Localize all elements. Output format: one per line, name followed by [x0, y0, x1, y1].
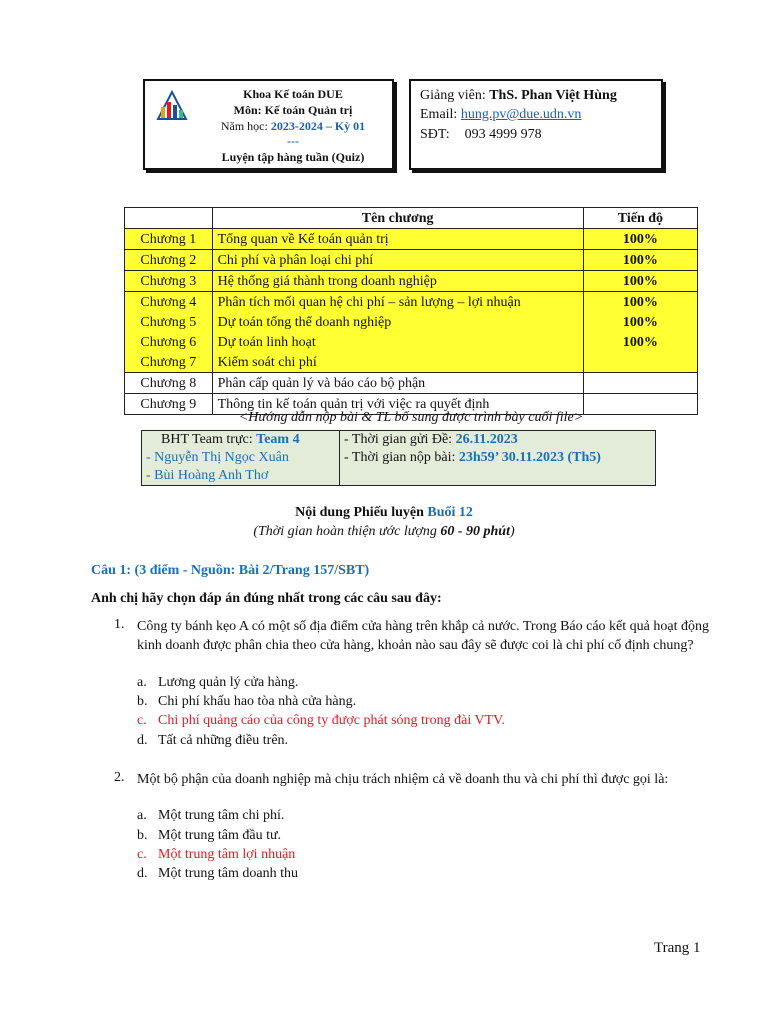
session-time	[0, 524, 768, 540]
chapter-number: Chương 6	[125, 332, 213, 352]
team-member: - Nguyễn Thị Ngọc Xuân	[146, 450, 289, 465]
chapter-progress: 100%	[583, 229, 697, 250]
team-line	[146, 431, 335, 449]
option-text: Một trung tâm lợi nhuận	[158, 847, 296, 862]
chapter-number: Chương 2	[125, 250, 213, 271]
table-row	[125, 373, 698, 394]
phone-label: SĐT:	[420, 127, 450, 142]
option-text: Một trung tâm doanh thu	[158, 866, 298, 881]
table-row	[125, 312, 698, 332]
lecturer-label: Giảng viên:	[420, 88, 490, 103]
table-row	[125, 332, 698, 352]
course-info-box	[143, 79, 394, 170]
email-label: Email:	[420, 107, 461, 122]
lecturer-name: ThS. Phan Việt Hùng	[489, 88, 617, 103]
item-number: 2.	[114, 770, 125, 785]
phone-number: 093 4999 978	[464, 127, 542, 142]
chapter-name: Kiểm soát chi phí	[212, 352, 583, 373]
lecturer-info-box	[409, 79, 663, 170]
table-header-row	[125, 208, 698, 229]
year-value: 2023-2024 – Kỳ 01	[270, 119, 366, 133]
chapter-name: Chi phí và phân loại chi phí	[212, 250, 583, 271]
chapter-progress: 100%	[583, 250, 697, 271]
faculty-name: Khoa Kế toán DUE	[243, 87, 343, 101]
schedule-cell	[340, 431, 656, 486]
item-text: Công ty bánh kẹo A có một số địa điểm cửa hàng trên khắp cả nước. Trong Báo cáo kết quả hoạt động kinh doanh được phân chia theo cửa hàng, khoản nào sau đây sẽ được coi là chi phí cố định chung?	[137, 619, 709, 653]
chapter-progress	[583, 352, 697, 373]
chapter-progress: 100%	[583, 332, 697, 352]
submit-date: 23h59’ 30.11.2023 (Th5)	[458, 450, 601, 465]
answer-option[interactable]	[137, 694, 356, 710]
chapter-number: Chương 1	[125, 229, 213, 250]
team-name: Team 4	[256, 432, 300, 447]
submission-guide-note: <Hướng dẫn nộp bài & TL bổ sung được trình bày cuối file>	[238, 410, 584, 425]
time-value: 60 - 90 phút	[440, 524, 510, 539]
year-label: Năm học:	[220, 119, 271, 133]
chapter-name: Hệ thống giá thành trong doanh nghiệp	[212, 271, 583, 292]
answer-option[interactable]	[137, 808, 284, 824]
option-text: Một trung tâm chi phí.	[158, 808, 285, 823]
time-prefix: (Thời gian hoàn thiện ước lượng	[253, 524, 441, 539]
option-letter: a.	[137, 808, 147, 823]
option-text: Lương quản lý cửa hàng.	[158, 675, 299, 690]
answer-option[interactable]	[137, 828, 281, 844]
lecturer-line	[420, 88, 617, 104]
question-instruction: Anh chị hãy chọn đáp án đúng nhất trong các câu sau đây:	[91, 591, 442, 606]
send-label: - Thời gian gửi Đề:	[344, 432, 456, 447]
option-letter: b.	[137, 694, 148, 709]
bht-team-box	[141, 430, 656, 486]
table-row	[125, 229, 698, 250]
answer-option-selected[interactable]	[137, 847, 295, 863]
answer-option[interactable]	[137, 675, 298, 691]
email-link[interactable]: hung.pv@due.udn.vn	[460, 107, 582, 122]
chapter-name: Tổng quan về Kế toán quản trị	[212, 229, 583, 250]
chapter-progress: 100%	[583, 292, 697, 313]
option-text: Một trung tâm đầu tư.	[158, 828, 282, 843]
chapter-name: Dự toán linh hoạt	[212, 332, 583, 352]
question-heading: Câu 1: (3 điểm - Nguồn: Bài 2/Trang 157/SBT)	[91, 563, 370, 578]
submit-time-line	[344, 449, 651, 467]
chapter-name: Phân cấp quản lý và báo cáo bộ phận	[212, 373, 583, 394]
chapter-number: Chương 7	[125, 352, 213, 373]
session-title-prefix: Nội dung Phiếu luyện	[295, 505, 428, 520]
page-number: Trang 1	[654, 940, 701, 956]
option-letter: c.	[137, 847, 147, 862]
col-chapter-name: Tên chương	[212, 208, 583, 229]
chapter-name: Dự toán tổng thể doanh nghiệp	[212, 312, 583, 332]
option-text: Chi phí quảng cáo của công ty được phát sóng trong đài VTV.	[158, 713, 505, 728]
team-member: - Bùi Hoàng Anh Thơ	[146, 468, 269, 483]
table-row	[125, 271, 698, 292]
send-date: 26.11.2023	[455, 432, 518, 447]
session-number: Buổi 12	[427, 505, 473, 520]
option-letter: d.	[137, 866, 148, 881]
subject-name: Môn: Kế toán Quản trị	[233, 103, 353, 117]
time-suffix: )	[509, 524, 515, 539]
chapter-number: Chương 8	[125, 373, 213, 394]
option-letter: b.	[137, 828, 148, 843]
chapter-progress	[583, 373, 697, 394]
chapter-progress: 100%	[583, 312, 697, 332]
option-text: Tất cả những điều trên.	[158, 733, 289, 748]
school-year	[195, 119, 391, 134]
option-text: Chi phí khấu hao tòa nhà cửa hàng.	[158, 694, 357, 709]
chapter-number: Chương 4	[125, 292, 213, 313]
chapter-name: Thông tin kế toán quản trị với việc ra quyết định	[212, 394, 583, 415]
option-letter: a.	[137, 675, 147, 690]
practice-title: Luyện tập hàng tuần (Quiz)	[221, 150, 365, 164]
team-cell	[142, 431, 340, 486]
chapter-number: Chương 5	[125, 312, 213, 332]
chapter-name: Phân tích mối quan hệ chi phí – sản lượng – lợi nhuận	[212, 292, 583, 313]
option-letter: c.	[137, 713, 147, 728]
table-row	[125, 292, 698, 313]
item-number: 1.	[114, 617, 125, 632]
team-label: BHT Team trực:	[161, 432, 257, 447]
chapter-number: Chương 3	[125, 271, 213, 292]
table-row	[125, 352, 698, 373]
phone-line	[420, 127, 542, 143]
chapter-number: Chương 9	[125, 394, 213, 415]
chapter-progress: 100%	[583, 271, 697, 292]
answer-option-selected[interactable]	[137, 713, 505, 729]
submit-label: - Thời gian nộp bài:	[344, 450, 459, 465]
send-time-line	[344, 431, 651, 449]
option-letter: d.	[137, 733, 148, 748]
answer-option[interactable]	[137, 733, 288, 749]
table-row	[125, 250, 698, 271]
email-line	[420, 107, 581, 123]
answer-option[interactable]	[137, 866, 298, 882]
item-text: Một bộ phận của doanh nghiệp mà chịu trách nhiệm cả về doanh thu và chi phí thì được gọi là:	[137, 772, 669, 787]
chapter-progress-table	[124, 207, 698, 415]
col-progress: Tiến độ	[583, 208, 697, 229]
session-title	[0, 505, 768, 521]
due-logo-icon	[155, 89, 189, 123]
dashes: ---	[287, 134, 299, 148]
